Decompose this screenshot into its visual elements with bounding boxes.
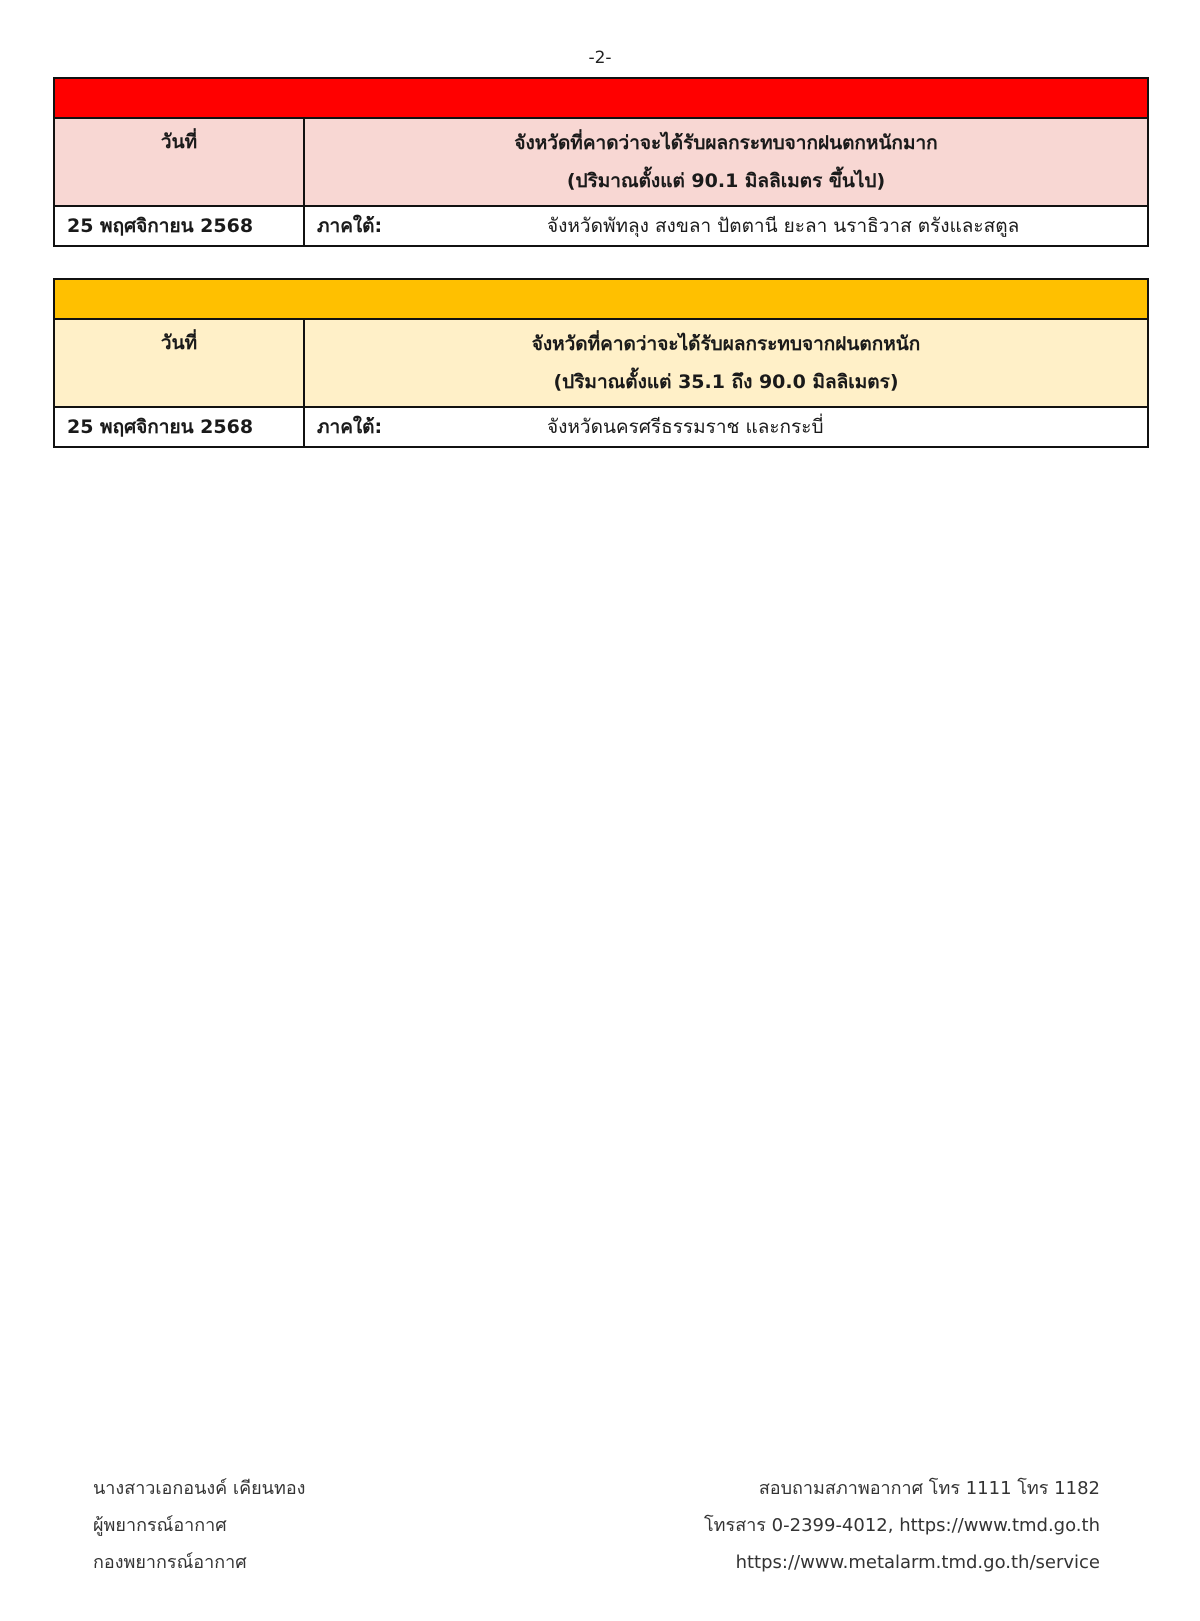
severity-band-red: [54, 78, 1148, 118]
page-number: -2-: [588, 48, 612, 68]
forecaster-name: นางสาวเอกอนงค์ เคียนทอง: [93, 1478, 306, 1499]
row-provinces: จังหวัดนครศรีธรรมราช และกระบี่: [547, 416, 824, 438]
row-provinces-cell: [304, 407, 1148, 447]
header-threshold: (ปริมาณตั้งแต่ 35.1 ถึง 90.0 มิลลิเมตร): [553, 371, 899, 393]
inquiry-phone: สอบถามสภาพอากาศ โทร 1111 โทร 1182: [758, 1478, 1100, 1499]
header-threshold: (ปริมาณตั้งแต่ 90.1 มิลลิเมตร ขึ้นไป): [566, 170, 886, 192]
row-provinces-cell: [304, 206, 1148, 246]
table-header-row: [54, 118, 1148, 206]
severity-band-cell: [54, 78, 1148, 118]
row-date: 25 พฤศจิกายน 2568: [54, 407, 304, 447]
table-header-row: [54, 319, 1148, 407]
table-row: [54, 206, 1148, 246]
province-column-header: [304, 118, 1148, 206]
date-column-header: วันที่: [54, 118, 304, 206]
row-provinces: จังหวัดพัทลุง สงขลา ปัตตานี ยะลา นราธิวาส ตรังและสตูล: [547, 215, 1020, 237]
severity-band-orange: [54, 279, 1148, 319]
forecaster-signature-block: [93, 1470, 305, 1581]
heavy-rain-high-table: [53, 278, 1149, 448]
service-link[interactable]: https://www.metalarm.tmd.go.th/service: [735, 1552, 1100, 1573]
fax-and-website[interactable]: โทรสาร 0-2399-4012, https://www.tmd.go.th: [704, 1515, 1100, 1536]
forecaster-position: ผู้พยากรณ์อากาศ: [93, 1515, 227, 1536]
table-row: [54, 407, 1148, 447]
header-title: จังหวัดที่คาดว่าจะได้รับผลกระทบจากฝนตกหนักมาก: [514, 132, 938, 154]
severity-band-cell: [54, 279, 1148, 319]
heavy-rain-very-high-table: [53, 77, 1149, 247]
row-date: 25 พฤศจิกายน 2568: [54, 206, 304, 246]
province-column-header: [304, 319, 1148, 407]
contact-info-block: [704, 1470, 1100, 1581]
row-region: ภาคใต้:: [317, 215, 383, 237]
header-title: จังหวัดที่คาดว่าจะได้รับผลกระทบจากฝนตกหนัก: [531, 333, 921, 355]
forecaster-division: กองพยากรณ์อากาศ: [93, 1552, 247, 1573]
row-region: ภาคใต้:: [317, 416, 383, 438]
date-column-header: วันที่: [54, 319, 304, 407]
